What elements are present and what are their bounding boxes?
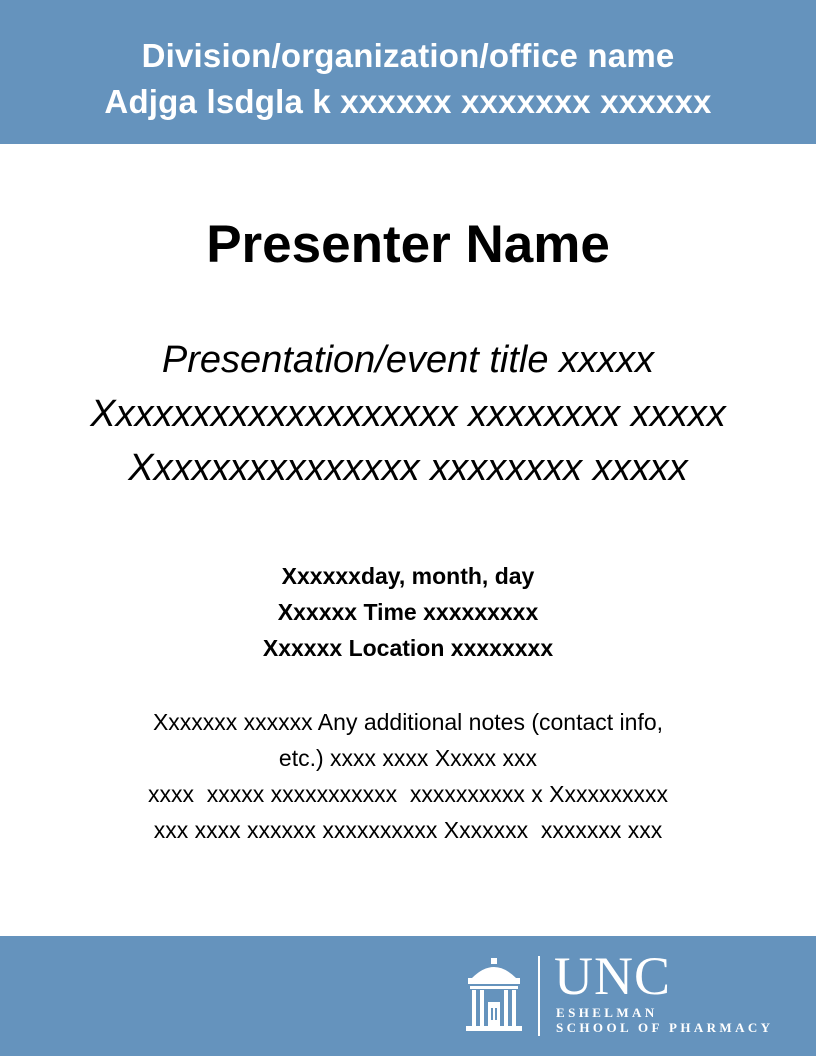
event-title-line-3: Xxxxxxxxxxxxxxx xxxxxxxx xxxxx	[128, 447, 688, 489]
event-title-line-2: Xxxxxxxxxxxxxxxxxxx xxxxxxxx xxxxx	[90, 393, 726, 435]
unc-eshelman-logo	[466, 946, 796, 1042]
event-date: Xxxxxxday, month, day	[281, 563, 535, 589]
event-title	[0, 333, 816, 495]
logo-subline-2: SCHOOL OF PHARMACY	[556, 1020, 774, 1035]
event-title-line-1: Presentation/event title xxxxx	[161, 339, 655, 381]
additional-notes	[60, 704, 756, 848]
event-time: Xxxxxx Time xxxxxxxxx	[277, 599, 539, 625]
notes-line-3: xxxx xxxxx xxxxxxxxxxx xxxxxxxxxx x Xxxxxxxxxx	[147, 781, 669, 807]
logo-wordmark: UNC	[554, 946, 672, 1006]
logo-divider	[538, 956, 540, 1036]
logo-subline-1: ESHELMAN	[556, 1005, 658, 1020]
notes-line-1: Xxxxxxx xxxxxx Any additional notes (contact info,	[152, 709, 664, 735]
old-well-icon	[466, 956, 522, 1041]
event-details	[0, 558, 816, 666]
organization-name: Division/organization/office name	[141, 37, 675, 74]
presenter-name: Presenter Name	[206, 215, 610, 274]
event-location: Xxxxxx Location xxxxxxxx	[262, 635, 554, 661]
organization-subtitle: Adjga lsdgla k xxxxxx xxxxxxx xxxxxx	[104, 83, 712, 120]
header-banner	[0, 0, 816, 144]
notes-line-2: etc.) xxxx xxxx Xxxxx xxx	[278, 745, 538, 771]
notes-line-4: xxx xxxx xxxxxx xxxxxxxxxx Xxxxxxx xxxxxxx xxx	[153, 817, 663, 843]
